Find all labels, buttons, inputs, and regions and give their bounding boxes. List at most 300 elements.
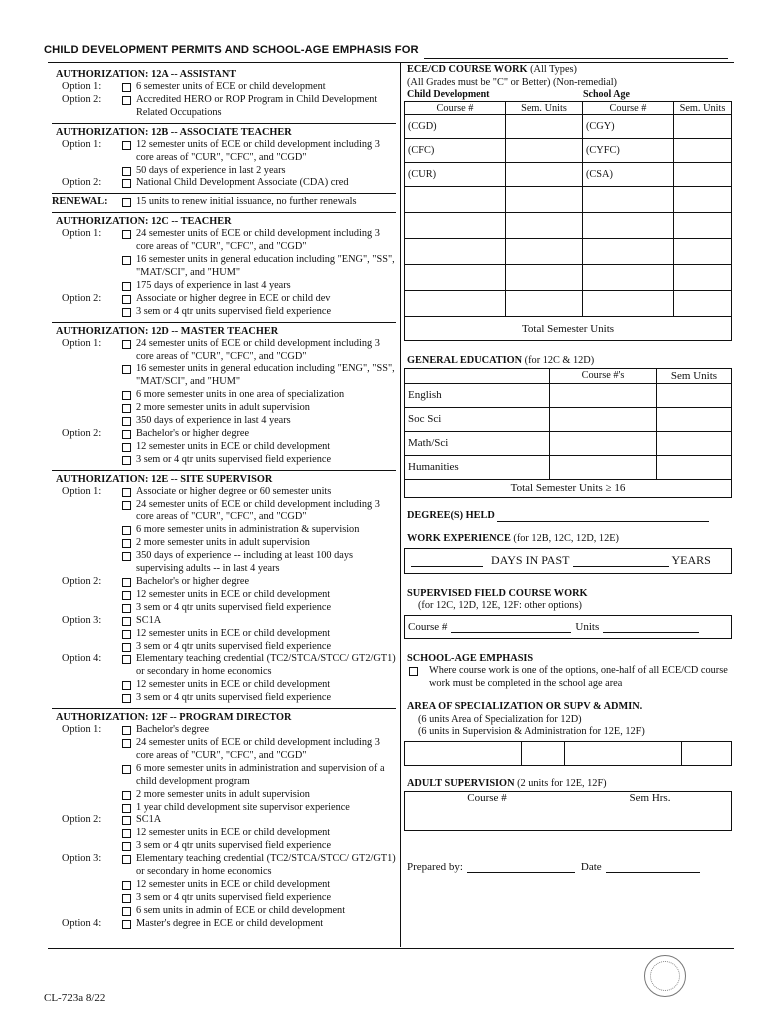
page-title: CHILD DEVELOPMENT PERMITS AND SCHOOL-AGE EMPHASIS FOR — [44, 44, 419, 56]
gened-row — [405, 455, 732, 479]
option-row — [52, 905, 396, 918]
ece-cd-course[interactable]: (CFC) — [405, 139, 506, 163]
authorization-section — [52, 66, 396, 124]
option-checkbox[interactable] — [122, 643, 131, 652]
option-text: 24 semester units of ECE or child development including 3 core areas of "CUR", "CFC", and "CGD" — [136, 498, 380, 523]
option-label: Option 4: — [62, 653, 102, 665]
option-row — [52, 589, 396, 602]
gened-subject: Soc Sci — [405, 407, 550, 431]
option-text: Elementary teaching credential (TC2/STCA/STCC/ GT2/GT1) or secondary in home economics — [136, 853, 396, 878]
option-row — [52, 918, 396, 931]
option-checkbox[interactable] — [122, 443, 131, 452]
option-label — [52, 628, 120, 641]
column-divider — [400, 62, 401, 947]
ece-cd-units[interactable] — [506, 139, 583, 163]
option-text: 50 days of experience in last 2 years — [136, 164, 286, 176]
work-heading-suffix: (for 12B, 12C, 12D, 12E) — [510, 533, 619, 544]
school-age-heading: SCHOOL-AGE EMPHASIS — [407, 652, 534, 664]
option-label: Option 2: — [62, 427, 102, 439]
years-label: YEARS — [671, 553, 711, 567]
ece-col-units: Sem. Units — [506, 102, 583, 115]
gened-subject: Math/Sci — [405, 431, 550, 455]
option-checkbox[interactable] — [122, 920, 131, 929]
spec-cell[interactable] — [522, 741, 565, 765]
option-row — [52, 94, 396, 120]
option-label: Option 1: — [62, 724, 102, 736]
gened-course[interactable] — [550, 431, 657, 455]
option-text: Associate or higher degree or 60 semester units — [136, 485, 332, 497]
option-checkbox[interactable] — [122, 578, 131, 587]
gened-col-units: Sem Units — [657, 368, 732, 383]
option-checkbox[interactable] — [122, 488, 131, 497]
option-row — [52, 139, 396, 165]
option-text: 1 year child development site supervisor experience — [136, 801, 350, 813]
option-checkbox[interactable] — [122, 179, 131, 188]
ece-sa-units[interactable] — [674, 163, 732, 187]
option-text: 6 more semester units in administration and supervision of a child development program — [136, 762, 385, 787]
option-label — [52, 254, 120, 280]
option-label — [52, 415, 120, 428]
option-row — [52, 737, 396, 763]
authorization-section — [52, 709, 396, 934]
gened-course[interactable] — [550, 455, 657, 479]
option-label — [52, 454, 120, 467]
authorization-heading: AUTHORIZATION: 12F -- PROGRAM DIRECTOR — [56, 712, 292, 724]
option-text: 12 semester units in ECE or child development — [136, 588, 331, 600]
option-text: 12 semester units in ECE or child development — [136, 440, 331, 452]
option-text: 3 sem or 4 qtr units supervised field experience — [136, 891, 332, 903]
gened-row — [405, 383, 732, 407]
option-label — [52, 537, 120, 550]
ece-cd-units[interactable] — [506, 291, 583, 317]
option-row — [52, 402, 396, 415]
ece-sa-units[interactable] — [674, 187, 732, 213]
option-checkbox[interactable] — [122, 694, 131, 703]
adult-heading-suffix: (2 units for 12E, 12F) — [514, 777, 607, 789]
option-row — [52, 550, 396, 576]
field-units-field[interactable] — [603, 621, 699, 633]
renewal-row — [52, 196, 396, 209]
option-label: Option 1: — [62, 485, 102, 497]
gened-subject: Humanities — [405, 455, 550, 479]
option-checkbox[interactable] — [122, 591, 131, 600]
option-text: 12 semester units in ECE or child development — [136, 827, 331, 839]
gened-units[interactable] — [657, 383, 732, 407]
ece-cd-course[interactable] — [405, 265, 506, 291]
ece-sa-course[interactable]: (CGY) — [583, 115, 674, 139]
option-row — [52, 81, 396, 94]
option-text: 3 sem or 4 qtr units supervised field experience — [136, 840, 332, 852]
ece-cd-units[interactable] — [506, 213, 583, 239]
date-label: Date — [580, 861, 602, 873]
authorization-section — [52, 471, 396, 709]
option-text: 12 semester units in ECE or child development — [136, 627, 331, 639]
form-id: CL-723a 8/22 — [44, 992, 106, 1004]
option-checkbox[interactable] — [122, 791, 131, 800]
option-checkbox[interactable] — [122, 83, 131, 92]
option-checkbox[interactable] — [122, 230, 131, 239]
option-row — [52, 363, 396, 389]
option-text: 350 days of experience -- including at least 100 days supervising adults -- in last 4 years — [136, 550, 354, 575]
option-text: 24 semester units of ECE or child development including 3 core areas of "CUR", "CFC", and "CGD" — [136, 228, 380, 253]
work-heading: WORK EXPERIENCE — [407, 533, 511, 544]
option-text: National Child Development Associate (CDA) cred — [136, 177, 349, 189]
option-row — [52, 789, 396, 802]
option-text: 175 days of experience in last 4 years — [136, 279, 291, 291]
coursework-column — [404, 64, 732, 873]
renewal-checkbox[interactable] — [122, 198, 131, 207]
option-label — [52, 589, 120, 602]
option-checkbox[interactable] — [122, 526, 131, 535]
option-label: Option 1: — [62, 337, 102, 349]
adult-heading: ADULT SUPERVISION — [407, 777, 515, 789]
option-checkbox[interactable] — [122, 552, 131, 561]
option-row — [52, 692, 396, 705]
field-units-label: Units — [575, 620, 600, 633]
spec-table — [404, 741, 732, 766]
option-row — [52, 177, 396, 190]
option-label — [52, 692, 120, 705]
ece-col-units: Sem. Units — [674, 102, 732, 115]
option-checkbox[interactable] — [122, 501, 131, 510]
ece-cd-course[interactable]: (CUR) — [405, 163, 506, 187]
option-text: 3 sem or 4 qtr units supervised field experience — [136, 692, 332, 704]
option-label — [52, 363, 120, 389]
option-text: SC1A — [136, 614, 162, 626]
option-text: 12 semester units of ECE or child development including 3 core areas of "CUR", "CFC", and "CGD" — [136, 138, 380, 163]
ece-row — [405, 213, 732, 239]
ece-row — [405, 291, 732, 317]
option-row — [52, 428, 396, 441]
title-name-field[interactable] — [424, 58, 728, 59]
authorizations-column — [52, 66, 396, 934]
ece-cd-course[interactable] — [405, 187, 506, 213]
option-text: 2 more semester units in adult supervision — [136, 788, 310, 800]
option-text: 16 semester units in general education including "ENG", "SS", "MAT/SCI", and "HUM" — [136, 363, 395, 388]
option-text: SC1A — [136, 814, 162, 826]
option-label: Option 4: — [62, 917, 102, 929]
ece-sa-units[interactable] — [674, 239, 732, 265]
ece-sa-course[interactable]: (CYFC) — [583, 139, 674, 163]
option-text: 6 sem units in admin of ECE or child development — [136, 904, 346, 916]
ece-row — [405, 139, 732, 163]
ece-sa-units[interactable] — [674, 115, 732, 139]
option-checkbox[interactable] — [122, 765, 131, 774]
authorization-heading: AUTHORIZATION: 12A -- ASSISTANT — [56, 69, 237, 80]
option-row — [52, 602, 396, 615]
option-checkbox[interactable] — [122, 295, 131, 304]
ece-table — [404, 101, 732, 341]
option-label — [52, 280, 120, 293]
option-label — [52, 879, 120, 892]
option-checkbox[interactable] — [122, 456, 131, 465]
school-age-checkbox[interactable] — [409, 667, 418, 676]
option-checkbox[interactable] — [122, 804, 131, 813]
option-row — [52, 628, 396, 641]
option-label — [52, 524, 120, 537]
days-field[interactable] — [411, 554, 483, 567]
option-row — [52, 615, 396, 628]
ece-sa-units[interactable] — [674, 291, 732, 317]
option-text: Bachelor's degree — [136, 724, 210, 736]
option-checkbox[interactable] — [122, 617, 131, 626]
option-row — [52, 454, 396, 467]
option-row — [52, 165, 396, 178]
option-row — [52, 763, 396, 789]
option-text: Elementary teaching credential (TC2/STCA/STCC/ GT2/GT1) or secondary in home economics — [136, 653, 396, 678]
days-label: DAYS IN PAST — [491, 553, 570, 567]
option-checkbox[interactable] — [122, 96, 131, 105]
prepared-by-label: Prepared by: — [407, 861, 463, 873]
option-checkbox[interactable] — [122, 604, 131, 613]
option-text: Master's degree in ECE or child development — [136, 917, 324, 929]
option-text: 24 semester units of ECE or child development including 3 core areas of "CUR", "CFC", and "CGD" — [136, 736, 380, 761]
option-row — [52, 293, 396, 306]
option-checkbox[interactable] — [122, 282, 131, 291]
option-checkbox[interactable] — [122, 655, 131, 664]
option-checkbox[interactable] — [122, 391, 131, 400]
option-label: Option 2: — [62, 292, 102, 304]
option-label: Option 3: — [62, 614, 102, 626]
option-label: Option 3: — [62, 853, 102, 865]
field-box — [404, 615, 732, 639]
ece-sa-units[interactable] — [674, 139, 732, 163]
ece-cd-course[interactable] — [405, 239, 506, 265]
option-row — [52, 840, 396, 853]
option-row — [52, 827, 396, 840]
option-row — [52, 679, 396, 692]
option-checkbox[interactable] — [122, 739, 131, 748]
option-label — [52, 602, 120, 615]
ece-sa-units[interactable] — [674, 265, 732, 291]
gened-col-course: Course #'s — [550, 368, 657, 383]
ece-note: (All Grades must be "C" or Better) (Non-remedial) — [407, 76, 617, 88]
ece-cd-course[interactable] — [405, 291, 506, 317]
ece-row — [405, 163, 732, 187]
option-label: Option 2: — [62, 576, 102, 587]
option-row — [52, 537, 396, 550]
ece-col-course: Course # — [405, 102, 506, 115]
authorization-section — [52, 124, 396, 195]
ece-heading: ECE/CD COURSE WORK — [407, 64, 528, 75]
ece-cd-units[interactable] — [506, 239, 583, 265]
spec-cell[interactable] — [682, 741, 732, 765]
option-label: Option 2: — [62, 93, 102, 105]
option-label — [52, 165, 120, 178]
authorization-heading: AUTHORIZATION: 12B -- ASSOCIATE TEACHER — [56, 126, 292, 138]
option-label: Option 1: — [62, 81, 102, 92]
option-checkbox[interactable] — [122, 417, 131, 426]
field-course-field[interactable] — [451, 621, 571, 633]
option-text: 350 days of experience in last 4 years — [136, 415, 291, 427]
option-text: 12 semester units in ECE or child development — [136, 679, 331, 691]
option-checkbox[interactable] — [122, 167, 131, 176]
option-checkbox[interactable] — [122, 340, 131, 349]
spec-cell[interactable] — [405, 741, 522, 765]
field-heading: SUPERVISED FIELD COURSE WORK — [407, 587, 588, 599]
option-row — [52, 415, 396, 428]
ece-cd-units[interactable] — [506, 265, 583, 291]
ece-sa-course[interactable] — [583, 187, 674, 213]
years-field[interactable] — [573, 554, 669, 567]
option-label — [52, 789, 120, 802]
work-box — [404, 548, 732, 574]
option-row — [52, 724, 396, 737]
option-row — [52, 892, 396, 905]
gened-course[interactable] — [550, 383, 657, 407]
option-text: 6 semester units of ECE or child development — [136, 81, 326, 92]
gened-units[interactable] — [657, 455, 732, 479]
option-text: 2 more semester units in adult supervision — [136, 402, 310, 414]
option-checkbox[interactable] — [122, 829, 131, 838]
option-row — [52, 576, 396, 589]
option-text: 2 more semester units in adult supervision — [136, 537, 310, 549]
option-checkbox[interactable] — [122, 430, 131, 439]
option-label: Option 2: — [62, 814, 102, 826]
option-text: Associate or higher degree in ECE or child dev — [136, 292, 331, 304]
ece-total: Total Semester Units — [405, 317, 732, 341]
ece-cd-units[interactable] — [506, 187, 583, 213]
option-label — [52, 306, 120, 319]
gened-subject: English — [405, 383, 550, 407]
option-row — [52, 814, 396, 827]
option-checkbox[interactable] — [122, 855, 131, 864]
option-label — [52, 737, 120, 763]
option-label — [52, 402, 120, 415]
option-text: 12 semester units in ECE or child development — [136, 878, 331, 890]
option-checkbox[interactable] — [122, 365, 131, 374]
option-row — [52, 653, 396, 679]
authorization-heading: AUTHORIZATION: 12E -- SITE SUPERVISOR — [56, 473, 273, 485]
ece-sa-course[interactable] — [583, 265, 674, 291]
option-label — [52, 499, 120, 525]
ece-cd-course[interactable]: (CGD) — [405, 115, 506, 139]
option-row — [52, 641, 396, 654]
option-row — [52, 306, 396, 319]
option-text: 3 sem or 4 qtr units supervised field experience — [136, 601, 332, 613]
option-row — [52, 389, 396, 402]
option-label: Option 2: — [62, 177, 102, 189]
ece-sa-units[interactable] — [674, 213, 732, 239]
ece-sa-course[interactable] — [583, 213, 674, 239]
option-checkbox[interactable] — [122, 726, 131, 735]
date-field[interactable] — [606, 861, 700, 873]
gened-course[interactable] — [550, 407, 657, 431]
option-checkbox[interactable] — [122, 881, 131, 890]
option-row — [52, 228, 396, 254]
option-row — [52, 338, 396, 364]
ece-row — [405, 187, 732, 213]
renewal-text: 15 units to renew initial issuance, no further renewals — [136, 196, 357, 208]
option-label — [52, 641, 120, 654]
adult-col-hrs: Sem Hrs. — [629, 792, 671, 804]
option-label — [52, 905, 120, 918]
authorization-section — [52, 213, 396, 322]
option-label — [52, 827, 120, 840]
prepared-by-field[interactable] — [467, 861, 575, 873]
option-text: Accredited HERO or ROP Program in Child Development Related Occupations — [136, 93, 378, 118]
adult-col-course: Course # — [467, 792, 507, 804]
gened-units[interactable] — [657, 431, 732, 455]
option-checkbox[interactable] — [122, 681, 131, 690]
authorization-section — [52, 194, 396, 213]
option-checkbox[interactable] — [122, 894, 131, 903]
option-text: Bachelor's or higher degree — [136, 427, 250, 439]
option-checkbox[interactable] — [122, 539, 131, 548]
ece-cd-units[interactable] — [506, 115, 583, 139]
ece-sa-course[interactable] — [583, 291, 674, 317]
ece-sa-course[interactable]: (CSA) — [583, 163, 674, 187]
option-text: 24 semester units of ECE or child development including 3 core areas of "CUR", "CFC", and "CGD" — [136, 337, 380, 362]
option-label — [52, 389, 120, 402]
option-row — [52, 254, 396, 280]
option-row — [52, 441, 396, 454]
authorization-heading: AUTHORIZATION: 12C -- TEACHER — [56, 216, 232, 228]
ece-col-course: Course # — [583, 102, 674, 115]
option-row — [52, 802, 396, 815]
option-text: 16 semester units in general education including "ENG", "SS", "MAT/SCI", and "HUM" — [136, 254, 395, 278]
gened-row — [405, 431, 732, 455]
option-checkbox[interactable] — [122, 907, 131, 916]
authorization-heading: AUTHORIZATION: 12D -- MASTER TEACHER — [56, 325, 279, 337]
option-checkbox[interactable] — [122, 256, 131, 265]
option-checkbox[interactable] — [122, 842, 131, 851]
option-checkbox[interactable] — [122, 404, 131, 413]
option-checkbox[interactable] — [122, 816, 131, 825]
gened-units[interactable] — [657, 407, 732, 431]
degree-field[interactable] — [497, 511, 709, 522]
col-school-age: School Age — [583, 89, 630, 100]
option-label: Option 1: — [62, 138, 102, 150]
option-checkbox[interactable] — [122, 141, 131, 150]
option-checkbox[interactable] — [122, 630, 131, 639]
spec-note-1: (6 units Area of Specialization for 12D) — [418, 713, 582, 725]
renewal-label: RENEWAL: — [52, 196, 108, 208]
spec-cell[interactable] — [565, 741, 682, 765]
option-row — [52, 280, 396, 293]
ece-row — [405, 239, 732, 265]
ece-row — [405, 265, 732, 291]
option-text: Bachelor's or higher degree — [136, 576, 250, 587]
option-text: 6 more semester units in administration & supervision — [136, 524, 360, 536]
authorization-section — [52, 323, 396, 471]
option-checkbox[interactable] — [122, 308, 131, 317]
gened-total: Total Semester Units ≥ 16 — [405, 479, 732, 497]
option-label — [52, 763, 120, 789]
ece-sa-course[interactable] — [583, 239, 674, 265]
ece-heading-suffix: (All Types) — [527, 64, 577, 75]
option-label — [52, 679, 120, 692]
ece-cd-units[interactable] — [506, 163, 583, 187]
ece-cd-course[interactable] — [405, 213, 506, 239]
option-label — [52, 441, 120, 454]
option-row — [52, 879, 396, 892]
option-row — [52, 853, 396, 879]
option-text: 6 more semester units in one area of specialization — [136, 389, 345, 401]
spec-note-2: (6 units in Supervision & Administration for 12E, 12F) — [418, 726, 645, 737]
school-age-text: Where course work is one of the options, one-half of all ECE/CD course work must be completed in the school age area — [429, 665, 728, 689]
option-text: 3 sem or 4 qtr units supervised field experience — [136, 305, 332, 317]
gened-heading: GENERAL EDUCATION — [407, 355, 523, 366]
adult-box[interactable] — [404, 791, 732, 831]
option-label: Option 1: — [62, 228, 102, 240]
gened-table — [404, 368, 732, 498]
option-row — [52, 486, 396, 499]
gened-row — [405, 407, 732, 431]
option-row — [52, 499, 396, 525]
option-label — [52, 892, 120, 905]
option-row — [52, 524, 396, 537]
